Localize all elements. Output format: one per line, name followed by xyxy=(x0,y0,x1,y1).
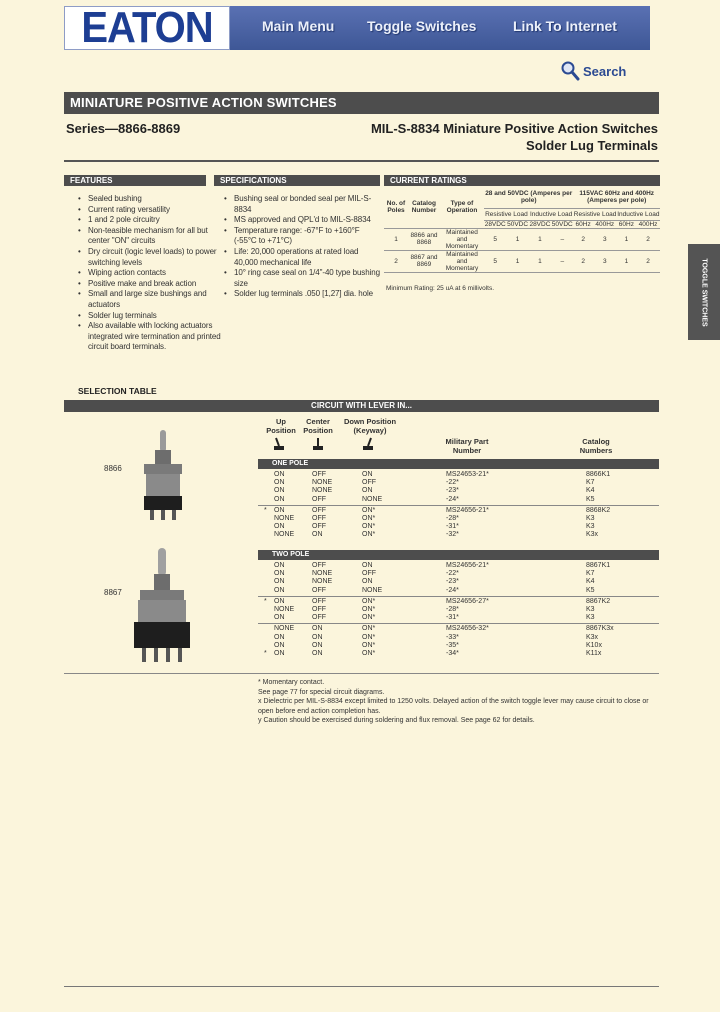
cell-down: ON* xyxy=(362,614,376,622)
cell-down: ON xyxy=(362,487,373,495)
product-label-8866: 8866 xyxy=(104,464,122,473)
cell-center: ON xyxy=(312,650,323,657)
cell-up: ON xyxy=(274,506,285,514)
cell-center: OFF xyxy=(312,515,326,522)
col-ac: 115VAC 60Hz and 400Hz (Amperes per pole) xyxy=(573,186,660,208)
footer-rule xyxy=(64,986,659,987)
spec-item: • 10° ring case seal on 1/4"-40 type bushing size xyxy=(224,268,384,289)
feature-item: • 1 and 2 pole circuitry xyxy=(78,215,228,226)
cell-center: NONE xyxy=(312,487,333,495)
footnote: y Caution should be exercised during soldering and flux removal. See page 62 for details. xyxy=(258,717,535,725)
cell-operation: Maintained and Momentary xyxy=(440,250,484,272)
cell-up: ON xyxy=(274,586,285,594)
spec-item: • MS approved and QPL'd to MIL-S-8834 xyxy=(224,215,384,226)
rating-row xyxy=(384,250,660,272)
spec-item: • Bushing seal or bonded seal per MIL-S-8834 xyxy=(224,194,384,215)
cell-catalog: K3 xyxy=(586,614,595,622)
cell-center: OFF xyxy=(312,606,326,613)
cell-poles: 2 xyxy=(384,250,408,272)
cell-center: ON xyxy=(312,633,323,641)
cell-military-part: -22* xyxy=(446,570,459,578)
feature-item: • Wiping action contacts xyxy=(78,268,228,279)
table-row xyxy=(258,531,659,539)
footnote: See page 77 for special circuit diagrams. xyxy=(258,688,385,696)
cell-catalog: 8868K2 xyxy=(586,506,611,514)
cell-catalog: 8866 and 8868 xyxy=(408,228,440,250)
cell-down: ON* xyxy=(362,597,376,605)
cell-catalog: 8867K3x xyxy=(586,625,614,633)
table-row xyxy=(258,606,659,614)
cell-up: ON xyxy=(274,650,285,657)
col-poles: No. of Poles xyxy=(384,186,408,228)
cell-down: NONE xyxy=(362,495,383,503)
current-ratings-label: CURRENT RATINGS xyxy=(384,175,660,186)
cell-up: ON xyxy=(274,487,285,495)
cell-catalog: K3 xyxy=(586,515,595,522)
group-divider xyxy=(258,623,659,624)
col-center-position: Center Position xyxy=(303,417,333,435)
cell-down: ON* xyxy=(362,641,376,649)
footnote: x Dielectric per MIL-S-8834 except limited to 1250 volts. Delayed action of the switch toggle lever may cause circuit to close or open before end action completion has. xyxy=(258,698,649,715)
cell-military-part: MS24656-32* xyxy=(446,625,489,633)
cell-center: ON xyxy=(312,641,323,649)
freq-header: 400Hz xyxy=(593,220,617,228)
table-row xyxy=(258,479,659,487)
feature-item: • Also available with locking actuators integrated wire termination and printed circuit board terminals. xyxy=(78,321,228,353)
cell-catalog: K3x xyxy=(586,633,599,641)
sub-resistive-ac: Resistive Load xyxy=(573,208,616,220)
freq-header: 400Hz xyxy=(636,220,660,228)
table-row xyxy=(258,496,659,504)
search-button[interactable] xyxy=(560,58,626,84)
specifications-list xyxy=(224,194,384,300)
cell-catalog: 8866K1 xyxy=(586,471,611,478)
features-list xyxy=(78,194,228,353)
footnote: * Momentary contact. xyxy=(258,679,325,686)
product-label-8867: 8867 xyxy=(104,588,122,597)
nav-main-menu[interactable]: Main Menu xyxy=(262,18,335,34)
cell-military-part: MS24656-21* xyxy=(446,562,489,569)
table-end-line xyxy=(64,673,659,674)
cell-center: OFF xyxy=(312,495,326,503)
cell-operation: Maintained and Momentary xyxy=(440,228,484,250)
cell-down: ON xyxy=(362,578,373,586)
cell-catalog: K3 xyxy=(586,523,595,531)
table-row xyxy=(258,625,659,633)
cell-down: ON* xyxy=(362,515,376,522)
table-row xyxy=(258,642,659,650)
voltage-header: 28VDC xyxy=(529,220,551,228)
cell-value: 2 xyxy=(636,228,660,250)
voltage-header: 28VDC xyxy=(484,220,506,228)
cell-military-part: -35* xyxy=(446,641,459,649)
series-label: Series—8866-8869 xyxy=(66,121,181,136)
cell-value: – xyxy=(551,228,573,250)
table-row xyxy=(258,614,659,622)
cell-down: NONE xyxy=(362,586,383,594)
table-row xyxy=(258,471,659,479)
momentary-marker: * xyxy=(264,506,267,514)
switch-8867-image xyxy=(132,548,194,666)
cell-military-part: MS24656-21* xyxy=(446,506,489,514)
cell-catalog: K4 xyxy=(586,487,595,495)
cell-military-part: -34* xyxy=(446,650,459,657)
freq-header: 60Hz xyxy=(573,220,592,228)
spec-item: • Temperature range: -67°F to +160°F (-55°C to +71°C) xyxy=(224,226,384,247)
search-label: Search xyxy=(583,63,627,79)
cell-military-part: MS24653-21* xyxy=(446,471,489,478)
sub-inductive-dc: Inductive Load xyxy=(529,208,574,220)
cell-value: 1 xyxy=(506,228,528,250)
circuit-header-bar: CIRCUIT WITH LEVER IN... xyxy=(64,400,659,412)
lever-up-icon xyxy=(272,437,286,451)
cell-up: ON xyxy=(274,578,285,586)
cell-military-part: MS24656-27* xyxy=(446,597,489,605)
cell-center: ON xyxy=(312,531,323,539)
subtitle-line-2: Solder Lug Terminals xyxy=(526,138,658,153)
header-banner xyxy=(64,6,650,50)
col-military-part: Military Part Number xyxy=(445,437,489,455)
cell-military-part: -28* xyxy=(446,515,459,522)
cell-military-part: -24* xyxy=(446,586,459,594)
voltage-header: 50VDC xyxy=(551,220,573,228)
lever-center-icon xyxy=(311,437,325,451)
cell-up: NONE xyxy=(274,531,295,539)
footnotes xyxy=(258,678,653,726)
cell-center: NONE xyxy=(312,570,333,578)
cell-value: 1 xyxy=(529,228,551,250)
table-row xyxy=(258,587,659,595)
col-operation: Type of Operation xyxy=(440,186,484,228)
cell-up: ON xyxy=(274,471,285,478)
cell-value: 3 xyxy=(593,228,617,250)
cell-down: OFF xyxy=(362,570,376,578)
group-divider xyxy=(258,505,659,506)
specifications-label: SPECIFICATIONS xyxy=(214,175,380,186)
cell-up: NONE xyxy=(274,515,295,522)
voltage-header: 50VDC xyxy=(507,220,529,228)
freq-header: 60Hz xyxy=(617,220,636,228)
cell-military-part: -23* xyxy=(446,487,459,495)
cell-catalog: 8867K2 xyxy=(586,597,611,605)
cell-up: ON xyxy=(274,479,285,487)
nav-link-to-internet[interactable]: Link To Internet xyxy=(513,18,617,34)
table-row xyxy=(258,487,659,495)
cell-center: OFF xyxy=(312,614,326,622)
cell-military-part: -31* xyxy=(446,614,459,622)
cell-up: NONE xyxy=(274,625,295,633)
title-divider xyxy=(64,160,659,162)
cell-value: 3 xyxy=(593,250,617,272)
switch-8866-image xyxy=(138,430,188,522)
cell-military-part: -22* xyxy=(446,479,459,487)
cell-catalog: K7 xyxy=(586,570,595,578)
cell-value: 1 xyxy=(529,250,551,272)
page-title-bar: MINIATURE POSITIVE ACTION SWITCHES xyxy=(64,92,659,114)
cell-catalog: K5 xyxy=(586,586,595,594)
cell-value: 2 xyxy=(573,228,592,250)
cell-center: NONE xyxy=(312,578,333,586)
sub-resistive-dc: Resistive Load xyxy=(484,208,529,220)
momentary-marker: * xyxy=(264,597,267,605)
cell-center: OFF xyxy=(312,586,326,594)
feature-item: • Solder lug terminals xyxy=(78,311,228,322)
eaton-logo[interactable] xyxy=(64,6,230,50)
cell-catalog: 8867 and 8869 xyxy=(408,250,440,272)
cell-center: OFF xyxy=(312,523,326,531)
cell-down: OFF xyxy=(362,479,376,487)
feature-item: • Current rating versatility xyxy=(78,205,228,216)
col-catalog-numbers: Catalog Numbers xyxy=(579,437,613,455)
col-up-position: Up Position xyxy=(266,417,296,435)
cell-down: ON xyxy=(362,471,373,478)
spec-item: • Life: 20,000 operations at rated load 40,000 mechanical life xyxy=(224,247,384,268)
cell-down: ON* xyxy=(362,625,376,633)
feature-item: • Dry circuit (logic level loads) to power switching levels xyxy=(78,247,228,268)
cell-down: ON* xyxy=(362,531,376,539)
selection-table-title: SELECTION TABLE xyxy=(78,386,157,396)
logo-text: EATON xyxy=(81,4,213,52)
rating-row xyxy=(384,228,660,250)
cell-up: ON xyxy=(274,570,285,578)
one-pole-bar: ONE POLE xyxy=(258,459,659,469)
cell-center: OFF xyxy=(312,597,326,605)
nav-toggle-switches[interactable]: Toggle Switches xyxy=(367,18,477,34)
cell-center: OFF xyxy=(312,471,326,478)
sub-inductive-ac: Inductive Load xyxy=(617,208,660,220)
table-row xyxy=(258,578,659,586)
cell-up: NONE xyxy=(274,606,295,613)
col-catalog: Catalog Number xyxy=(408,186,440,228)
table-row xyxy=(258,562,659,570)
cell-catalog: 8867K1 xyxy=(586,562,611,569)
cell-military-part: -23* xyxy=(446,578,459,586)
cell-catalog: K3 xyxy=(586,606,595,613)
cell-catalog: K11x xyxy=(586,650,602,657)
current-ratings-table xyxy=(384,186,660,273)
cell-up: ON xyxy=(274,562,285,569)
table-row xyxy=(258,634,659,642)
table-row xyxy=(258,650,659,658)
table-row xyxy=(258,598,659,606)
cell-up: ON xyxy=(274,523,285,531)
cell-catalog: K7 xyxy=(586,479,595,487)
cell-up: ON xyxy=(274,597,285,605)
cell-military-part: -24* xyxy=(446,495,459,503)
magnifier-icon xyxy=(560,60,580,82)
cell-catalog: K10x xyxy=(586,641,602,649)
feature-item: • Non-teasible mechanism for all but center "ON" circuits xyxy=(78,226,228,247)
cell-value: 1 xyxy=(617,250,636,272)
momentary-marker: * xyxy=(264,650,267,657)
cell-military-part: -33* xyxy=(446,633,459,641)
cell-value: 2 xyxy=(573,250,592,272)
cell-catalog: K3x xyxy=(586,531,599,539)
spec-item: • Solder lug terminals .050 [1,27] dia. hole xyxy=(224,289,384,300)
table-row xyxy=(258,523,659,531)
cell-center: ON xyxy=(312,625,323,633)
cell-down: ON* xyxy=(362,523,376,531)
cell-up: ON xyxy=(274,641,285,649)
cell-catalog: K5 xyxy=(586,495,595,503)
cell-value: – xyxy=(551,250,573,272)
feature-item: • Sealed bushing xyxy=(78,194,228,205)
side-tab-label: TOGGLE SWITCHES xyxy=(700,257,708,327)
cell-catalog: K4 xyxy=(586,578,595,586)
cell-up: ON xyxy=(274,633,285,641)
cell-down: ON* xyxy=(362,506,376,514)
feature-item: • Positive make and break action xyxy=(78,279,228,290)
cell-poles: 1 xyxy=(384,228,408,250)
cell-up: ON xyxy=(274,614,285,622)
cell-value: 5 xyxy=(484,228,506,250)
cell-military-part: -32* xyxy=(446,531,459,539)
group-divider xyxy=(258,596,659,597)
cell-down: ON* xyxy=(362,650,376,657)
cell-value: 1 xyxy=(617,228,636,250)
col-down-position: Down Position (Keyway) xyxy=(343,417,397,435)
table-row xyxy=(258,570,659,578)
features-label: FEATURES xyxy=(64,175,206,186)
cell-down: ON xyxy=(362,562,373,569)
table-row xyxy=(258,515,659,523)
cell-military-part: -31* xyxy=(446,523,459,531)
side-tab-label-wrap xyxy=(688,244,720,340)
col-dc: 28 and 50VDC (Amperes per pole) xyxy=(484,186,573,208)
cell-center: OFF xyxy=(312,506,326,514)
cell-down: ON* xyxy=(362,606,376,613)
cell-down: ON* xyxy=(362,633,376,641)
cell-value: 2 xyxy=(636,250,660,272)
cell-value: 1 xyxy=(506,250,528,272)
cell-value: 5 xyxy=(484,250,506,272)
cell-military-part: -28* xyxy=(446,606,459,613)
subtitle-line-1: MIL-S-8834 Miniature Positive Action Switches xyxy=(370,121,658,136)
cell-up: ON xyxy=(274,495,285,503)
two-pole-bar: TWO POLE xyxy=(258,550,659,560)
lever-down-icon xyxy=(361,437,375,451)
cell-center: OFF xyxy=(312,562,326,569)
cell-center: NONE xyxy=(312,479,333,487)
feature-item: • Small and large size bushings and actuators xyxy=(78,289,228,310)
minimum-rating-note: Minimum Rating: 25 uA at 6 millivolts. xyxy=(386,285,495,292)
table-row xyxy=(258,507,659,515)
